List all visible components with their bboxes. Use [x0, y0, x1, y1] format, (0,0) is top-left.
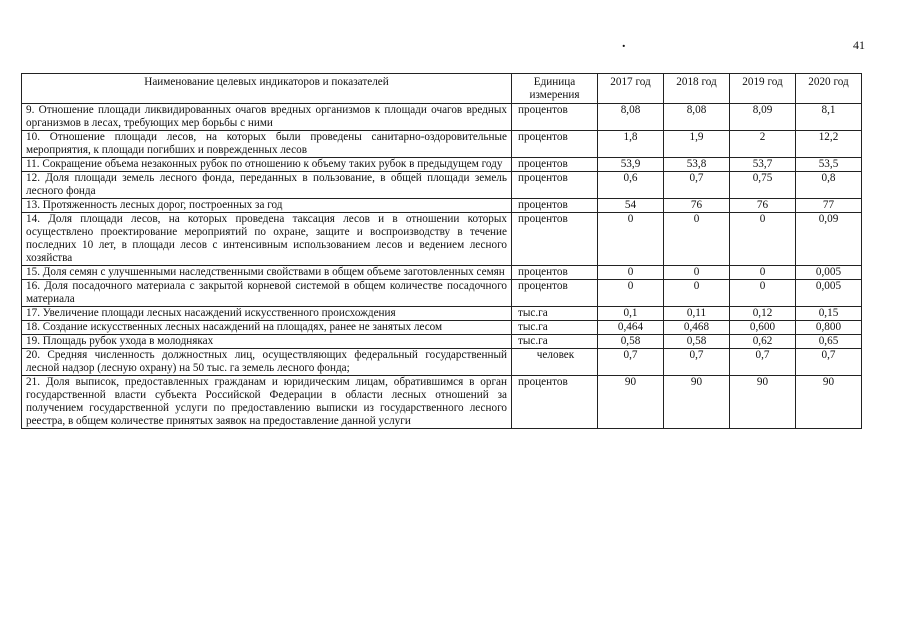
row-value-2019: 0 [730, 280, 796, 307]
row-value-2019: 0,12 [730, 307, 796, 321]
row-value-2019: 0,62 [730, 335, 796, 349]
row-value-2018: 0 [664, 266, 730, 280]
table-row [22, 104, 862, 131]
row-indicator-name: 12. Доля площади земель лесного фонда, переданных в пользование, в общей площади земель лесного фонда [22, 172, 512, 199]
row-value-2017: 1,8 [598, 131, 664, 158]
row-unit: процентов [512, 376, 598, 429]
row-indicator-name: 19. Площадь рубок ухода в молодняках [22, 335, 512, 349]
row-value-2018: 1,9 [664, 131, 730, 158]
row-indicator-name: 21. Доля выписок, предоставленных гражданам и юридическим лицам, обратившимся в орган государственной власти субъекта Российской Федерации в области лесных отношений за получением государственной услуги по предоставлению выписки из государственного лесного реестра, в общем количестве принятых заявок на предоставление данной услуги [22, 376, 512, 429]
table-row [22, 376, 862, 429]
row-value-2018: 0,11 [664, 307, 730, 321]
table-row [22, 349, 862, 376]
row-value-2020: 0,8 [796, 172, 862, 199]
row-value-2020: 0,005 [796, 266, 862, 280]
table-header-row [22, 74, 862, 104]
header-year-2020: 2020 год [796, 74, 862, 104]
row-value-2020: 0,09 [796, 213, 862, 266]
row-value-2020: 0,65 [796, 335, 862, 349]
row-unit: тыс.га [512, 321, 598, 335]
row-value-2020: 0,005 [796, 280, 862, 307]
row-unit: тыс.га [512, 335, 598, 349]
header-unit: Единица измерения [512, 74, 598, 104]
row-indicator-name: 15. Доля семян с улучшенными наследственными свойствами в общем объеме заготовленных семян [22, 266, 512, 280]
row-unit: процентов [512, 213, 598, 266]
row-unit: процентов [512, 158, 598, 172]
row-value-2017: 54 [598, 199, 664, 213]
row-value-2019: 53,7 [730, 158, 796, 172]
table-row [22, 172, 862, 199]
table-row [22, 321, 862, 335]
row-value-2020: 77 [796, 199, 862, 213]
row-value-2017: 0,6 [598, 172, 664, 199]
row-value-2018: 0 [664, 280, 730, 307]
row-value-2020: 0,7 [796, 349, 862, 376]
row-value-2018: 0,468 [664, 321, 730, 335]
row-unit: тыс.га [512, 307, 598, 321]
table-row [22, 266, 862, 280]
row-value-2018: 8,08 [664, 104, 730, 131]
row-value-2017: 0 [598, 213, 664, 266]
row-unit: процентов [512, 172, 598, 199]
row-value-2018: 0 [664, 213, 730, 266]
row-value-2019: 90 [730, 376, 796, 429]
row-value-2019: 0 [730, 213, 796, 266]
row-unit: процентов [512, 280, 598, 307]
row-unit: человек [512, 349, 598, 376]
row-unit: процентов [512, 104, 598, 131]
row-value-2020: 0,15 [796, 307, 862, 321]
header-year-2018: 2018 год [664, 74, 730, 104]
table-row [22, 131, 862, 158]
row-value-2017: 53,9 [598, 158, 664, 172]
row-value-2018: 0,7 [664, 349, 730, 376]
indicators-table [21, 73, 862, 429]
row-value-2018: 76 [664, 199, 730, 213]
row-indicator-name: 9. Отношение площади ликвидированных очагов вредных организмов к площади очагов вредных организмов в лесах, требующих мер борьбы с ними [22, 104, 512, 131]
row-unit: процентов [512, 199, 598, 213]
row-value-2019: 0,600 [730, 321, 796, 335]
row-indicator-name: 20. Средняя численность должностных лиц, осуществляющих федеральный государственный лесной надзор (лесную охрану) на 50 тыс. га земель лесного фонда; [22, 349, 512, 376]
header-indicator-name: Наименование целевых индикаторов и показателей [22, 74, 512, 104]
table-row [22, 335, 862, 349]
page-number: 41 [853, 38, 865, 52]
dot-mark: . [622, 36, 626, 51]
table-row [22, 280, 862, 307]
row-value-2019: 0 [730, 266, 796, 280]
row-value-2020: 53,5 [796, 158, 862, 172]
header-year-2017: 2017 год [598, 74, 664, 104]
row-value-2019: 0,7 [730, 349, 796, 376]
row-value-2019: 2 [730, 131, 796, 158]
row-value-2017: 0 [598, 266, 664, 280]
row-value-2019: 8,09 [730, 104, 796, 131]
row-value-2017: 0 [598, 280, 664, 307]
row-value-2018: 90 [664, 376, 730, 429]
row-indicator-name: 14. Доля площади лесов, на которых проведена таксация лесов и в отношении которых осуществлено проектирование мероприятий по охране, защите и воспроизводству в течение последних 10 лет, в площади лесов с интенсивным использованием лесов и ведением лесного хозяйства [22, 213, 512, 266]
table-row [22, 213, 862, 266]
header-year-2019: 2019 год [730, 74, 796, 104]
row-indicator-name: 16. Доля посадочного материала с закрытой корневой системой в общем количестве посадочного материала [22, 280, 512, 307]
row-value-2018: 53,8 [664, 158, 730, 172]
row-value-2020: 12,2 [796, 131, 862, 158]
row-value-2017: 0,58 [598, 335, 664, 349]
row-indicator-name: 13. Протяженность лесных дорог, построенных за год [22, 199, 512, 213]
row-unit: процентов [512, 266, 598, 280]
row-value-2018: 0,7 [664, 172, 730, 199]
row-value-2018: 0,58 [664, 335, 730, 349]
table-row [22, 307, 862, 321]
row-value-2019: 0,75 [730, 172, 796, 199]
row-unit: процентов [512, 131, 598, 158]
table-row [22, 199, 862, 213]
row-value-2017: 8,08 [598, 104, 664, 131]
row-indicator-name: 17. Увеличение площади лесных насаждений искусственного происхождения [22, 307, 512, 321]
row-value-2017: 0,464 [598, 321, 664, 335]
row-value-2020: 90 [796, 376, 862, 429]
table-row [22, 158, 862, 172]
row-value-2019: 76 [730, 199, 796, 213]
row-value-2020: 8,1 [796, 104, 862, 131]
row-value-2017: 0,1 [598, 307, 664, 321]
row-indicator-name: 18. Создание искусственных лесных насаждений на площадях, ранее не занятых лесом [22, 321, 512, 335]
row-indicator-name: 10. Отношение площади лесов, на которых были проведены санитарно-оздоровительные мероприятия, к площади погибших и поврежденных лесов [22, 131, 512, 158]
row-value-2020: 0,800 [796, 321, 862, 335]
row-indicator-name: 11. Сокращение объема незаконных рубок по отношению к объему таких рубок в предыдущем году [22, 158, 512, 172]
row-value-2017: 90 [598, 376, 664, 429]
row-value-2017: 0,7 [598, 349, 664, 376]
